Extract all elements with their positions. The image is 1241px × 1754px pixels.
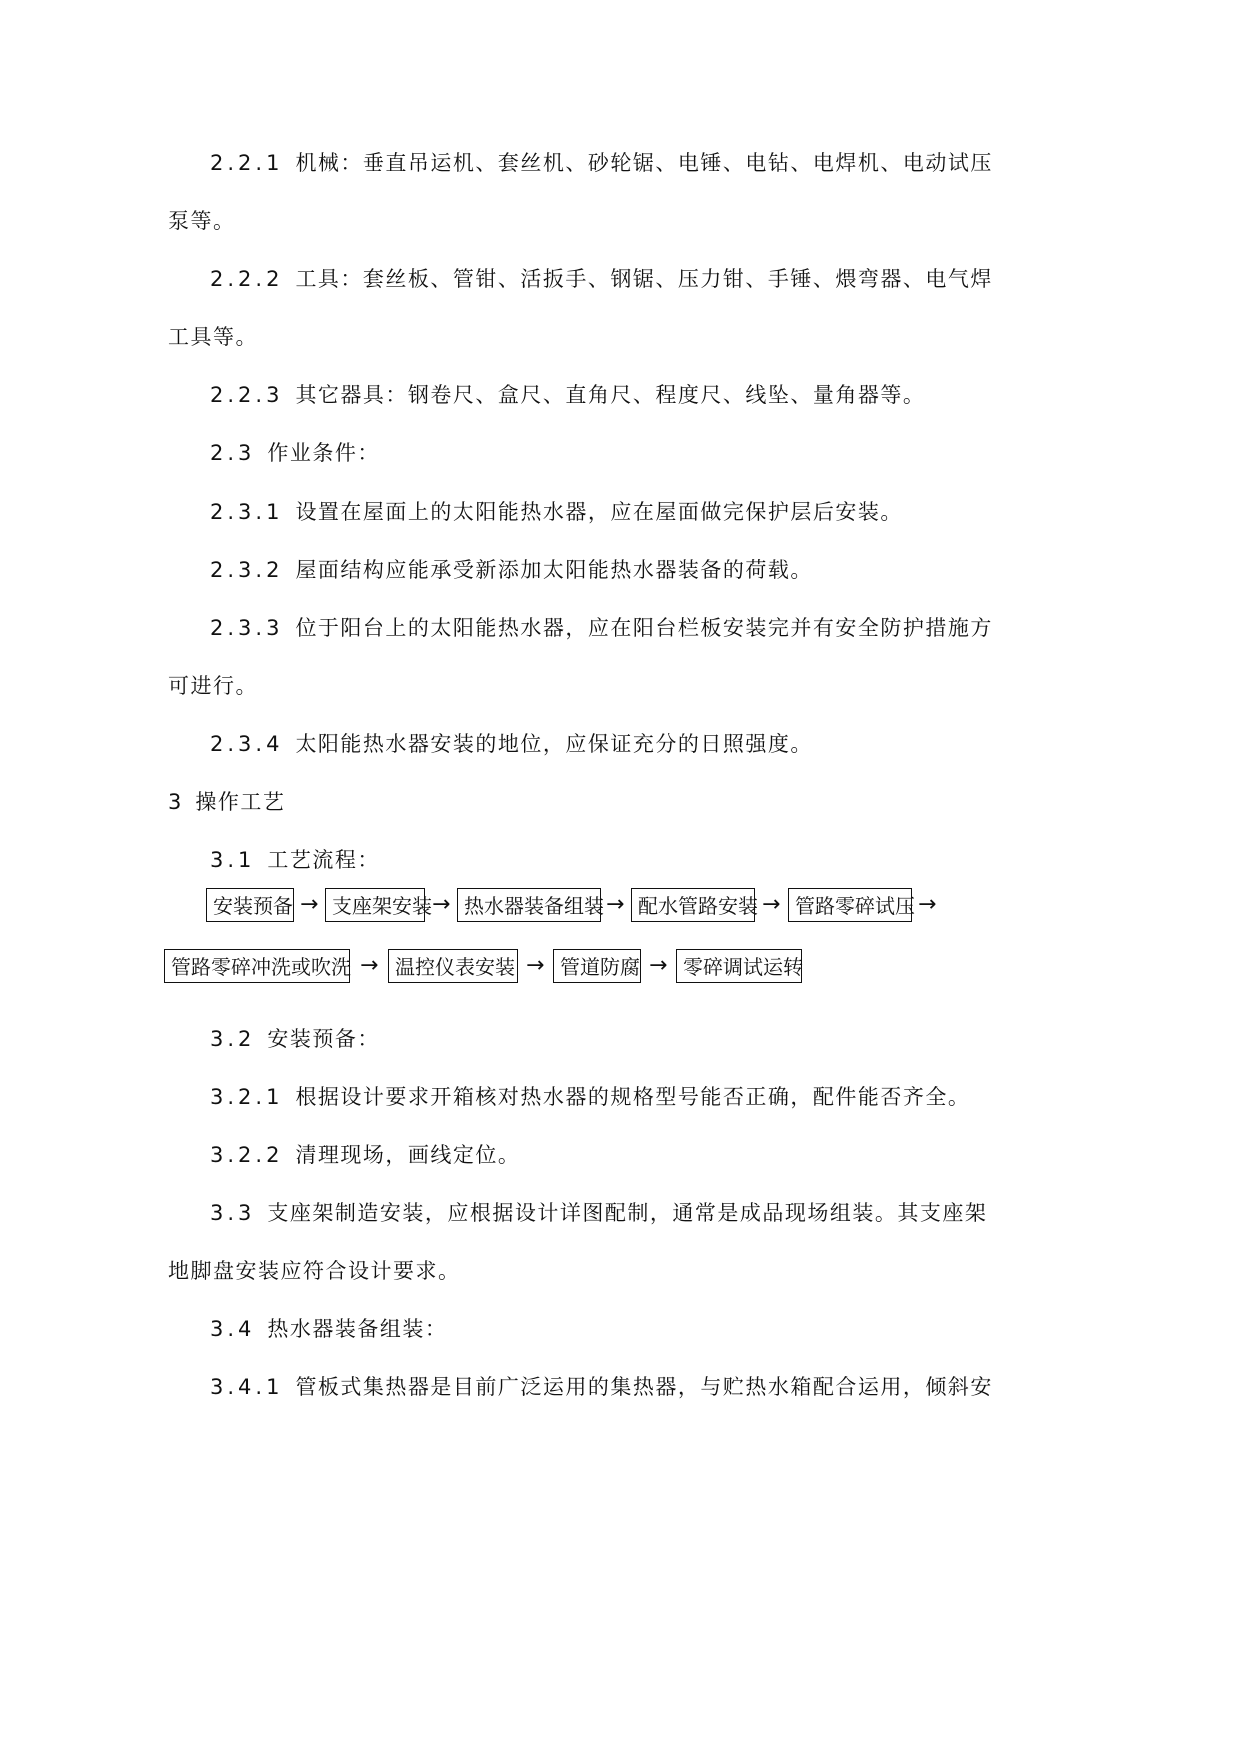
- flow-step-2: 支座架安装: [325, 888, 425, 922]
- flow-step-3: 热水器装备组装: [457, 888, 601, 922]
- section-3-heading: [168, 787, 285, 817]
- clause-text: 根据设计要求开箱核对热水器的规格型号能否正确，配件能否齐全。: [295, 1085, 971, 1109]
- paragraph-2-2-3: [210, 380, 925, 410]
- flow-step-1: 安装预备: [206, 888, 294, 922]
- paragraph-2-3-1: [210, 497, 903, 527]
- clause-number: 3.1: [210, 848, 256, 872]
- clause-text: 太阳能热水器安装的地位，应保证充分的日照强度。: [295, 732, 813, 756]
- clause-number: 3.2: [210, 1027, 256, 1051]
- clause-text: 工艺流程：: [267, 848, 380, 872]
- paragraph-2-2-1: [210, 148, 993, 178]
- paragraph-3-3-cont: 地脚盘安装应符合设计要求。: [168, 1259, 461, 1283]
- clause-number: 3.4.1: [210, 1375, 284, 1399]
- clause-number: 3.3: [210, 1201, 256, 1225]
- clause-text: 设置在屋面上的太阳能热水器，应在屋面做完保护层后安装。: [295, 500, 903, 524]
- section-number: 3: [168, 790, 186, 814]
- clause-text: 工具：套丝板、管钳、活扳手、钢锯、压力钳、手锤、煨弯器、电气焊: [295, 267, 993, 291]
- clause-text: 清理现场，画线定位。: [295, 1143, 521, 1167]
- flow-arrow-icon: →: [360, 953, 379, 978]
- paragraph-3-3: [210, 1198, 987, 1228]
- paragraph-2-2-1-cont: 泵等。: [168, 209, 236, 233]
- clause-text: 作业条件：: [267, 441, 380, 465]
- paragraph-2-3-2: [210, 555, 813, 585]
- flow-arrow-icon: →: [300, 892, 319, 917]
- paragraph-2-2-2: [210, 264, 993, 294]
- clause-number: 2.3.3: [210, 616, 284, 640]
- clause-text: 管板式集热器是目前广泛运用的集热器，与贮热水箱配合运用，倾斜安: [295, 1375, 993, 1399]
- flow-step-4: 配水管路安装: [631, 888, 755, 922]
- clause-text: 支座架制造安装，应根据设计详图配制，通常是成品现场组装。其支座架: [267, 1201, 988, 1225]
- clause-text: 机械：垂直吊运机、套丝机、砂轮锯、电锤、电钻、电焊机、电动试压: [295, 151, 993, 175]
- flow-step-7: 温控仪表安装: [388, 949, 518, 983]
- clause-number: 2.3.1: [210, 500, 284, 524]
- clause-text: 热水器装备组装：: [267, 1317, 448, 1341]
- paragraph-2-3-3: [210, 613, 993, 643]
- section-3-4: [210, 1314, 447, 1344]
- clause-text: 位于阳台上的太阳能热水器，应在阳台栏板安装完并有安全防护措施方: [295, 616, 993, 640]
- clause-number: 2.2.2: [210, 267, 284, 291]
- clause-text: 屋面结构应能承受新添加太阳能热水器装备的荷载。: [295, 558, 813, 582]
- section-title: 操作工艺: [195, 790, 286, 814]
- flow-arrow-icon: →: [918, 892, 937, 917]
- clause-number: 2.3.2: [210, 558, 284, 582]
- clause-number: 3.2.2: [210, 1143, 284, 1167]
- clause-text: 其它器具：钢卷尺、盒尺、直角尺、程度尺、线坠、量角器等。: [295, 383, 926, 407]
- clause-number: 3.4: [210, 1317, 256, 1341]
- flow-arrow-icon: →: [606, 892, 625, 917]
- paragraph-2-2-2-cont: 工具等。: [168, 325, 258, 349]
- flow-step-6: 管路零碎冲洗或吹洗: [164, 949, 350, 983]
- section-3-2: [210, 1024, 380, 1054]
- clause-number: 2.3.4: [210, 732, 284, 756]
- clause-number: 2.2.1: [210, 151, 284, 175]
- clause-number: 3.2.1: [210, 1085, 284, 1109]
- clause-number: 2.3: [210, 441, 256, 465]
- flow-arrow-icon: →: [762, 892, 781, 917]
- paragraph-3-2-1: [210, 1082, 970, 1112]
- flow-arrow-icon: →: [432, 892, 451, 917]
- flow-step-9: 零碎调试运转: [676, 949, 802, 983]
- clause-number: 2.2.3: [210, 383, 284, 407]
- paragraph-2-3-4: [210, 729, 813, 759]
- section-2-3: [210, 438, 380, 468]
- flow-arrow-icon: →: [649, 953, 668, 978]
- flow-step-8: 管道防腐: [553, 949, 641, 983]
- flow-step-5: 管路零碎试压: [788, 888, 912, 922]
- paragraph-3-2-2: [210, 1140, 520, 1170]
- section-3-1: [210, 845, 380, 875]
- paragraph-2-3-3-cont: 可进行。: [168, 674, 258, 698]
- paragraph-3-4-1: [210, 1372, 993, 1402]
- clause-text: 安装预备：: [267, 1027, 380, 1051]
- flow-arrow-icon: →: [526, 953, 545, 978]
